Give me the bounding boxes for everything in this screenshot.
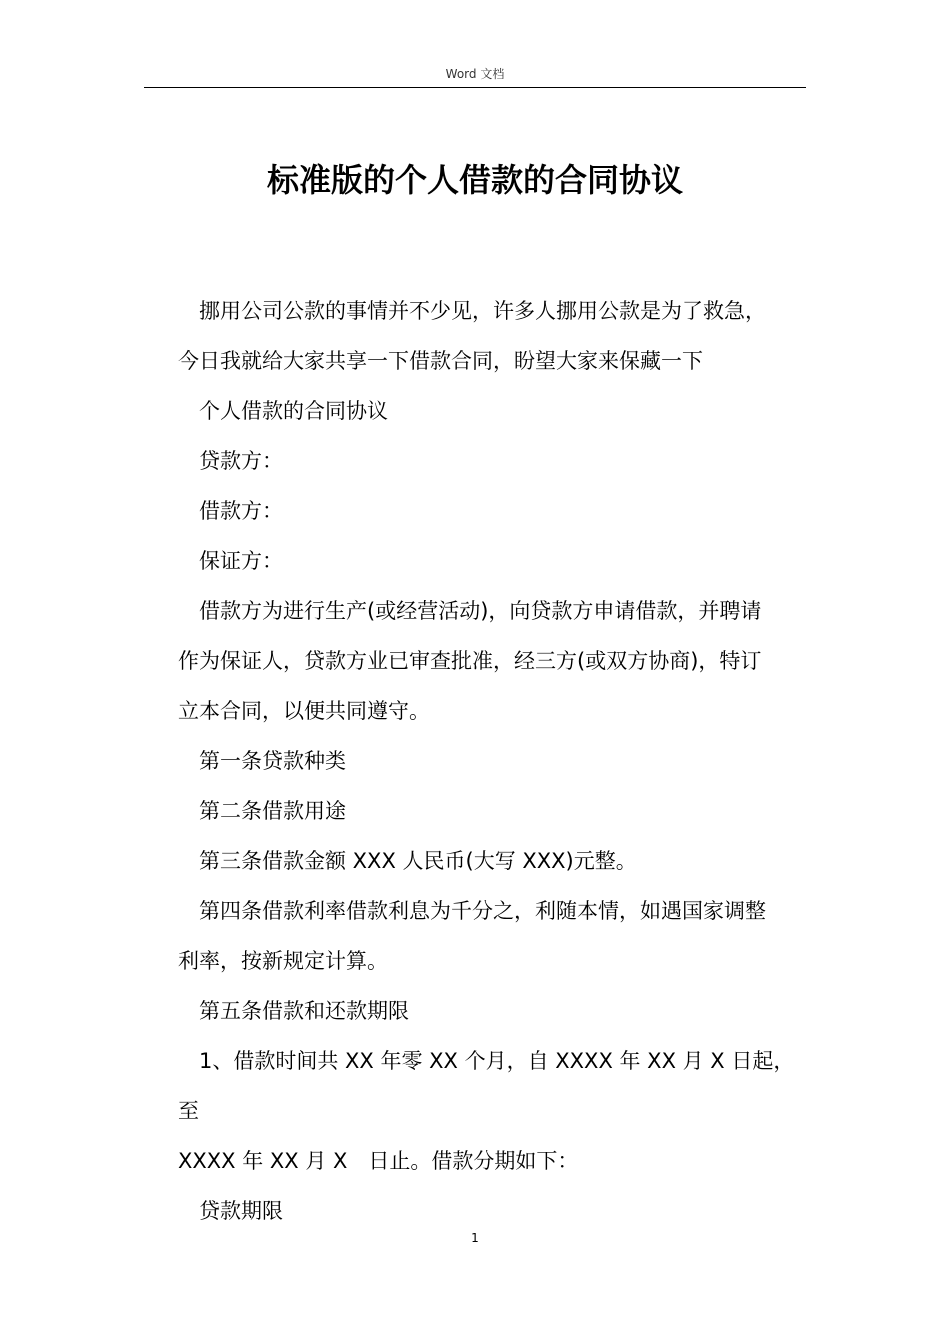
- paragraph-text: 1、借款时间共 XX 年零 XX 个月，自 XXXX 年 XX 月 X 日起，至: [178, 1049, 795, 1123]
- paragraph-text: XXXX 年 XX 月 X 日止。借款分期如下：: [178, 1149, 579, 1173]
- page-number: 1: [471, 1231, 479, 1245]
- paragraph-line: [178, 386, 808, 436]
- paragraph-text: 贷款期限: [199, 1199, 283, 1223]
- paragraph-text: 贷款方：: [199, 449, 283, 473]
- paragraph-line: [178, 1186, 808, 1236]
- paragraph-line: [178, 936, 808, 986]
- paragraph-text: 第三条借款金额 XXX 人民币(大写 XXX)元整。: [199, 849, 637, 873]
- paragraph: [178, 536, 808, 586]
- paragraph: [178, 986, 808, 1036]
- paragraph-text: 个人借款的合同协议: [199, 399, 388, 423]
- paragraph-line: [178, 286, 808, 336]
- paragraph-text: 挪用公司公款的事情并不少见，许多人挪用公款是为了救急，: [199, 299, 766, 323]
- paragraph-line: [178, 836, 808, 886]
- paragraph: [178, 586, 808, 736]
- paragraph-text: 保证方：: [199, 549, 283, 573]
- paragraph: [178, 1186, 808, 1236]
- paragraph-line: [178, 886, 808, 936]
- paragraph-line: [178, 1136, 808, 1186]
- paragraph: [178, 736, 808, 786]
- paragraph-text: 作为保证人，贷款方业已审查批准，经三方(或双方协商)，特订: [178, 649, 762, 673]
- paragraph-text: 第五条借款和还款期限: [199, 999, 409, 1023]
- paragraph-text: 借款方：: [199, 499, 283, 523]
- paragraph: [178, 436, 808, 486]
- document-title: 标准版的个人借款的合同协议: [266, 161, 683, 199]
- paragraph: [178, 386, 808, 436]
- paragraph-text: 第四条借款利率借款利息为千分之，利随本情，如遇国家调整: [199, 899, 766, 923]
- paragraph-text: 借款方为进行生产(或经营活动)，向贷款方申请借款，并聘请: [199, 599, 762, 623]
- paragraph-line: [178, 586, 808, 636]
- header-label: Word 文档: [445, 67, 505, 81]
- paragraph: [178, 486, 808, 536]
- paragraph-line: [178, 1036, 808, 1136]
- paragraph-line: [178, 436, 808, 486]
- paragraph-text: 第二条借款用途: [199, 799, 346, 823]
- paragraph-line: [178, 986, 808, 1036]
- paragraph-text: 利率，按新规定计算。: [178, 949, 388, 973]
- header-divider: [144, 87, 806, 88]
- document-body: [178, 286, 808, 1236]
- paragraph-line: [178, 636, 808, 686]
- paragraph-text: 立本合同，以便共同遵守。: [178, 699, 430, 723]
- paragraph-text: 今日我就给大家共享一下借款合同，盼望大家来保藏一下: [178, 349, 703, 373]
- paragraph-line: [178, 686, 808, 736]
- paragraph: [178, 786, 808, 836]
- paragraph-line: [178, 736, 808, 786]
- paragraph-line: [178, 336, 808, 386]
- paragraph: [178, 836, 808, 886]
- paragraph-line: [178, 486, 808, 536]
- paragraph-text: 第一条贷款种类: [199, 749, 346, 773]
- paragraph-line: [178, 536, 808, 586]
- paragraph-line: [178, 786, 808, 836]
- paragraph: [178, 886, 808, 986]
- paragraph: [178, 286, 808, 386]
- paragraph: [178, 1036, 808, 1186]
